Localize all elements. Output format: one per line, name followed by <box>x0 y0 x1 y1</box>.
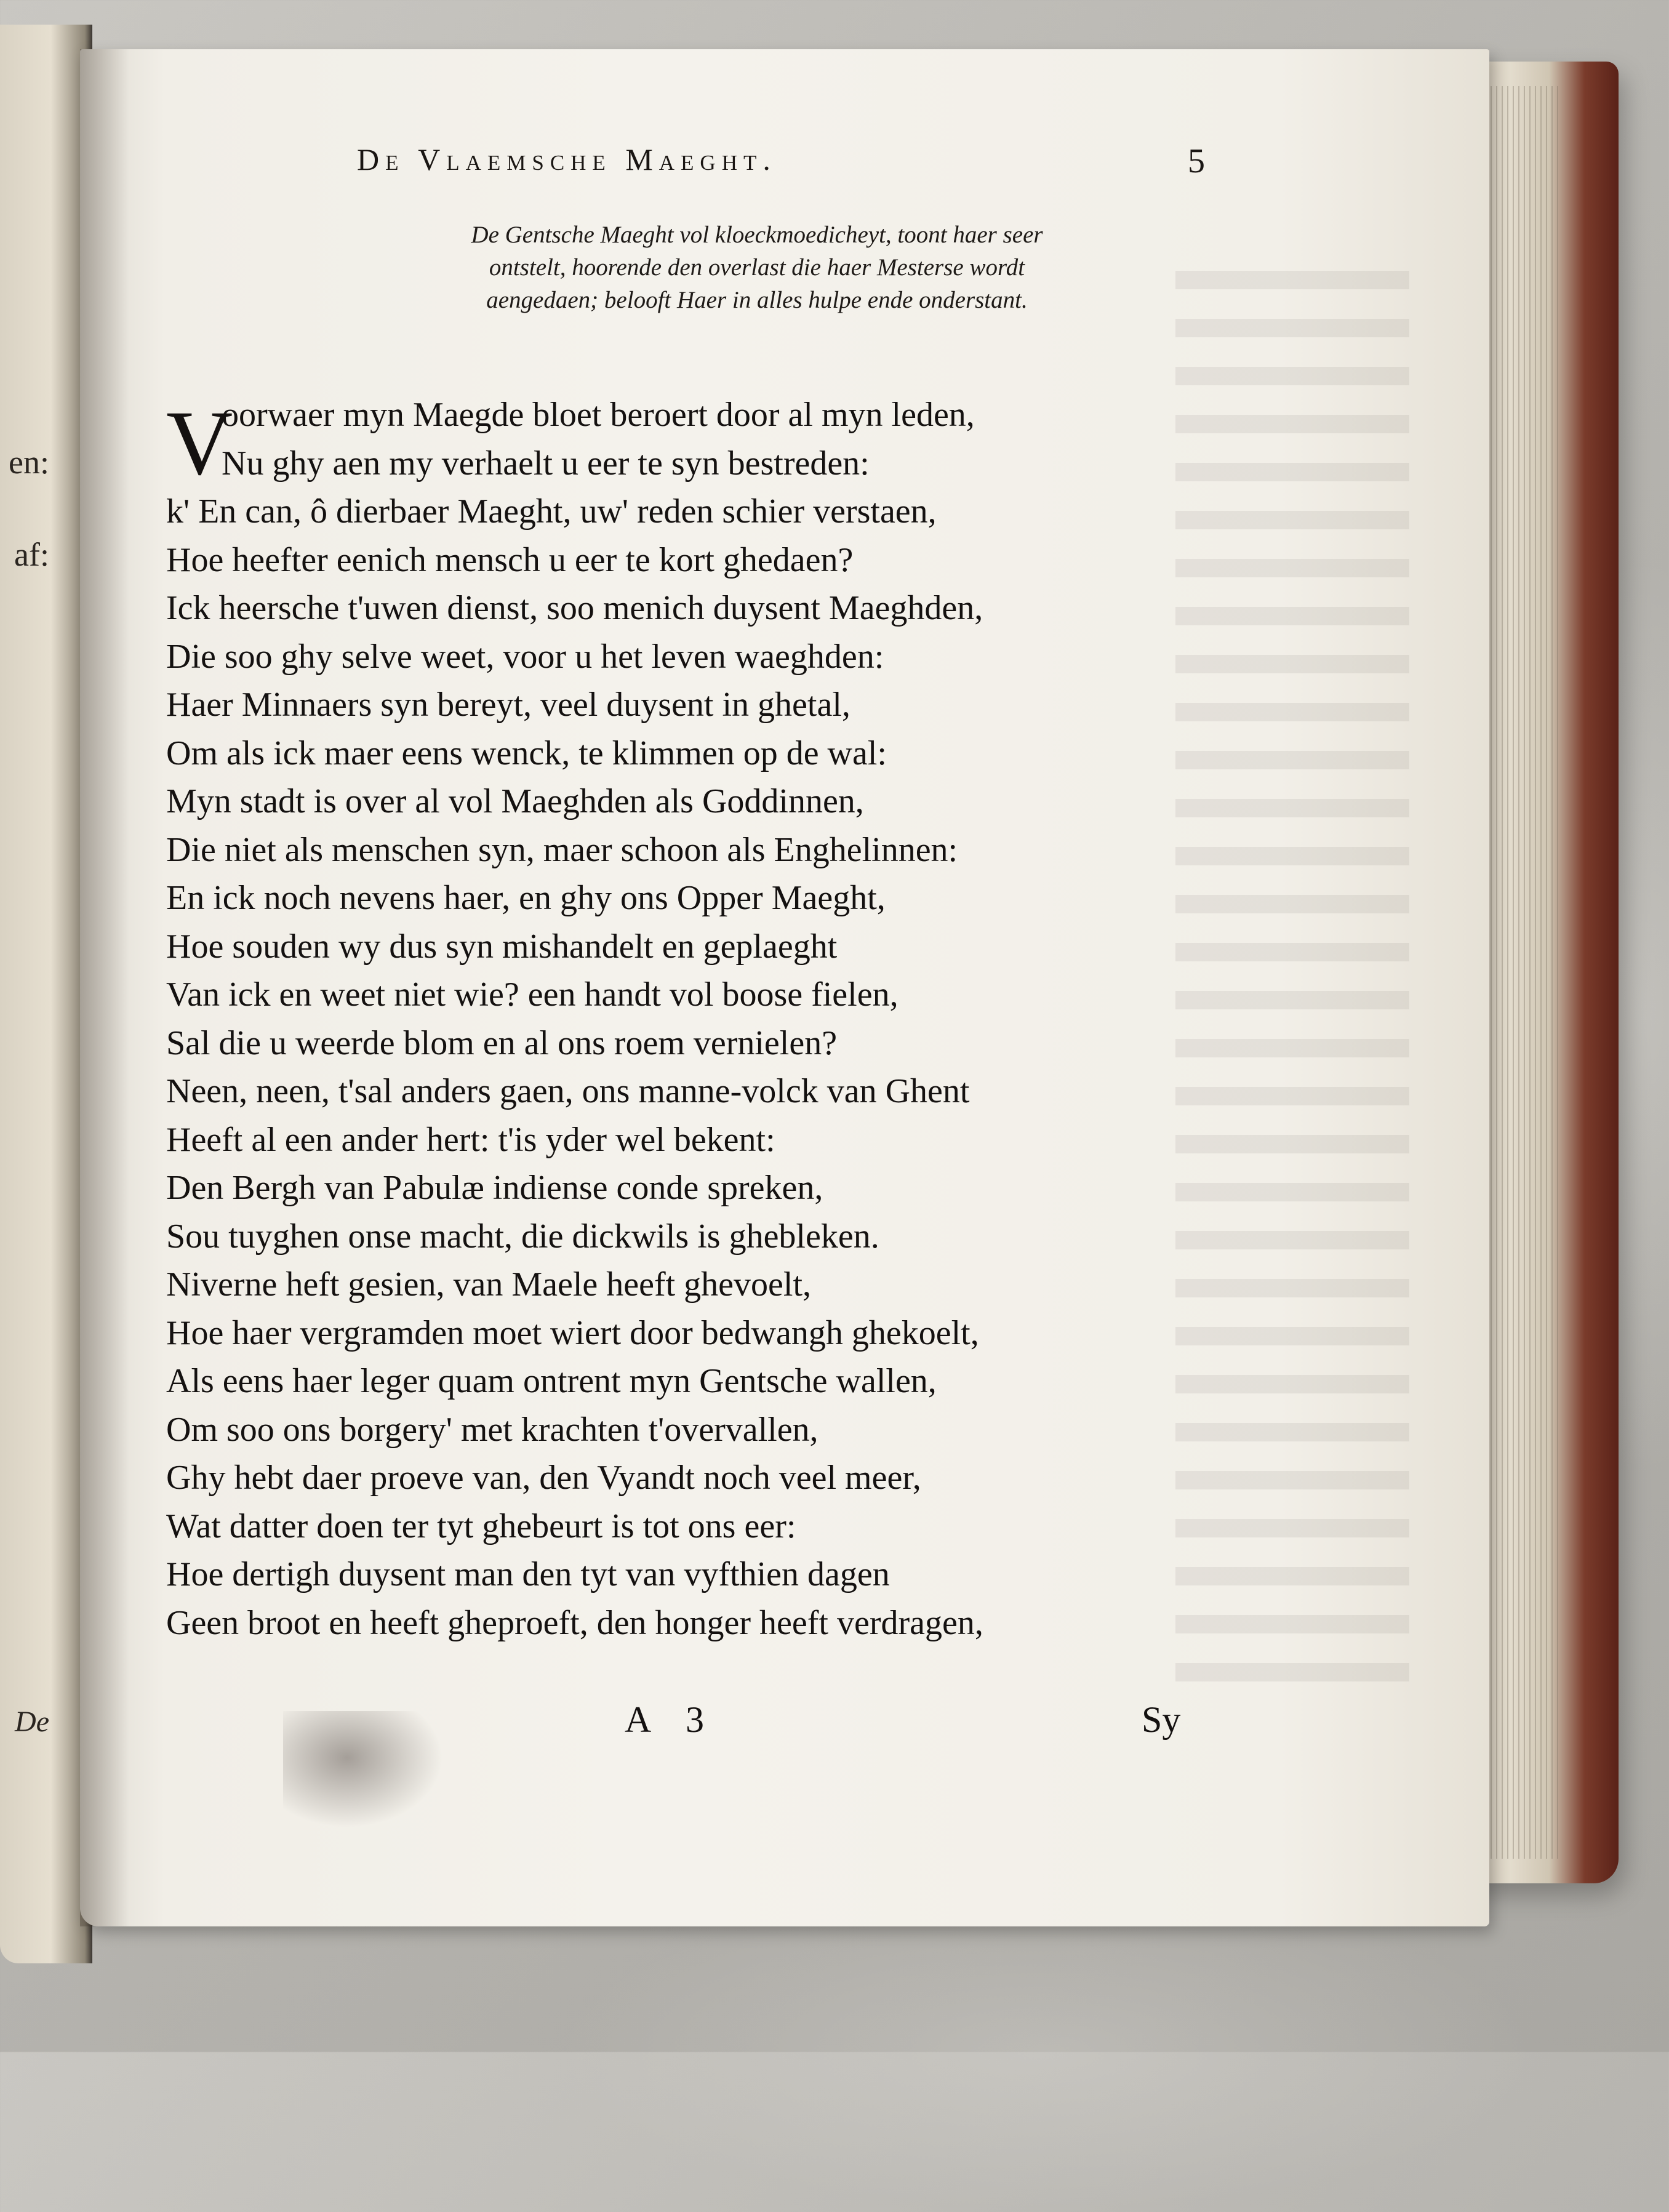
verse-line: Sou tuyghen onse macht, die dickwils is ghebleken. <box>166 1217 879 1256</box>
verse-line: Wat datter doen ter tyt ghebeurt is tot ons eer: <box>166 1507 796 1545</box>
verse-line: Ghy hebt daer proeve van, den Vyandt noch veel meer, <box>166 1459 921 1497</box>
verse-line: En ick noch nevens haer, en ghy ons Opper Maeght, <box>166 879 886 917</box>
summary-line: aengedaen; belooft Haer in alles hulpe ende onderstant. <box>486 287 1028 313</box>
left-fragment: en: <box>9 444 49 481</box>
gutter-shadow <box>80 49 129 1926</box>
verse-line: Die soo ghy selve weet, voor u het leven waeghden: <box>166 637 884 676</box>
verse-line: Die niet als menschen syn, maer schoon als Enghelinnen: <box>166 830 958 869</box>
verse-line: Den Bergh van Pabulæ indiense conde spreken, <box>166 1169 823 1207</box>
verse-line: k' En can, ô dierbaer Maeght, uw' reden schier verstaen, <box>166 492 937 531</box>
verse-line: Geen broot en heeft gheproeft, den honger heeft verdragen, <box>166 1603 983 1642</box>
drop-initial: V <box>166 392 233 494</box>
argument-summary <box>326 218 1188 316</box>
verse-line: Hoe heefter eenich mensch u eer te kort ghedaen? <box>166 540 854 579</box>
left-fragment: af: <box>14 536 49 573</box>
cloth-fold <box>554 1892 1539 2212</box>
ink-smudge <box>283 1711 443 1828</box>
verse-line: Om als ick maer eens wenck, te klimmen op de wal: <box>166 734 887 772</box>
verse-line: Als eens haer leger quam ontrent myn Gentsche wallen, <box>166 1362 937 1400</box>
verse-text <box>166 391 1354 1647</box>
book-page <box>80 49 1489 1926</box>
left-page-edge <box>0 25 92 1963</box>
verse-line: Myn stadt is over al vol Maeghden als Goddinnen, <box>166 782 864 820</box>
page-number: 5 <box>1188 142 1205 180</box>
verse-line: oorwaer myn Maegde bloet beroert door al myn leden, <box>222 396 975 434</box>
verse-line: Niverne heft gesien, van Maele heeft ghevoelt, <box>166 1265 812 1304</box>
summary-line: De Gentsche Maeght vol kloeckmoedicheyt, toont haer seer <box>471 222 1043 248</box>
catchword: Sy <box>1142 1699 1181 1740</box>
verse-line: Ick heersche t'uwen dienst, soo menich duysent Maeghden, <box>166 589 983 627</box>
left-fragment: De <box>15 1705 49 1738</box>
verse-line: Nu ghy aen my verhaelt u eer te syn bestreden: <box>222 444 870 483</box>
verse-line: Hoe souden wy dus syn mishandelt en geplaeght <box>166 927 838 966</box>
running-head: De Vlaemsche Maeght. <box>357 142 777 177</box>
verse-line: Sal die u weerde blom en al ons roem vernielen? <box>166 1024 838 1062</box>
signature-mark: A 3 <box>625 1699 718 1740</box>
verse-line: Hoe dertigh duysent man den tyt van vyfthien dagen <box>166 1555 890 1593</box>
verse-line: Hoe haer vergramden moet wiert door bedwangh ghekoelt, <box>166 1313 979 1352</box>
verse-line: Neen, neen, t'sal anders gaen, ons manne-volck van Ghent <box>166 1072 970 1110</box>
summary-line: ontstelt, hoorende den overlast die haer Mesterse wordt <box>489 254 1025 281</box>
left-page-text <box>0 25 74 1963</box>
verse-line: Van ick en weet niet wie? een handt vol boose fielen, <box>166 976 899 1014</box>
verse-line: Heeft al een ander hert: t'is yder wel bekent: <box>166 1120 775 1159</box>
verse-line: Om soo ons borgery' met krachten t'overvallen, <box>166 1410 818 1449</box>
verse-line: Haer Minnaers syn bereyt, veel duysent in ghetal, <box>166 686 851 724</box>
